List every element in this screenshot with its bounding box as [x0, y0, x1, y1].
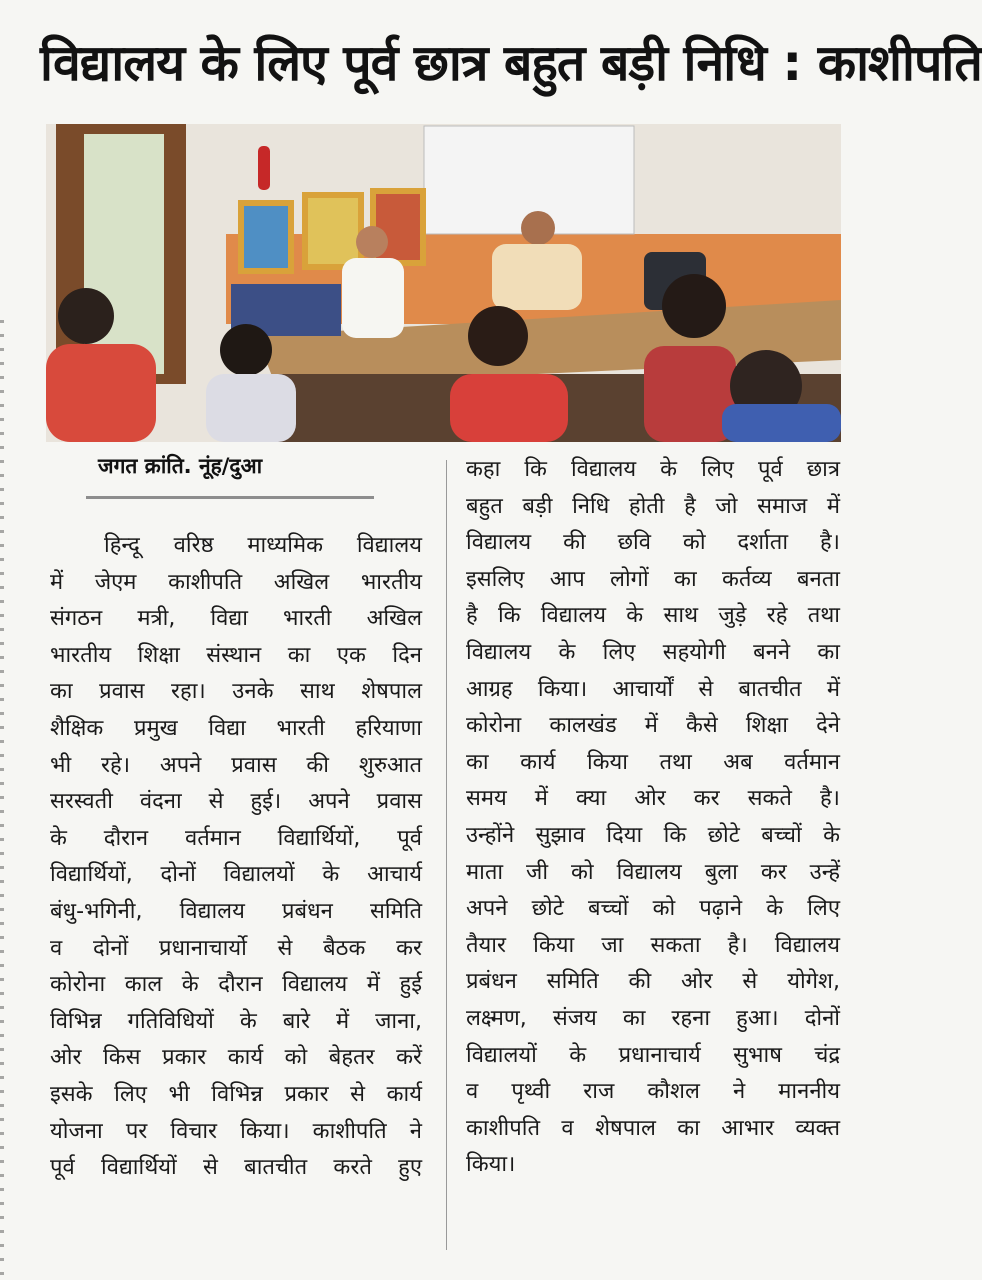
text-line: प्रबंधन समिति की ओर से योगेश,	[466, 969, 840, 995]
byline: जगत क्रांति. नूंह/दुआ	[98, 454, 263, 478]
text-line: विद्यार्थियों, दोनों विद्यालयों के आचार्य	[50, 862, 422, 888]
text-line: सरस्वती वंदना से हुई। अपने प्रवास	[50, 789, 422, 815]
article-column-right	[466, 452, 840, 1184]
text-line: तैयार किया जा सकता है। विद्यालय	[466, 932, 840, 958]
text-line: के दौरान वर्तमान विद्यार्थियों, पूर्व	[50, 825, 422, 851]
text-line: इसके लिए भी विभिन्न प्रकार से कार्य	[50, 1081, 422, 1107]
text-line: ओर किस प्रकार कार्य को बेहतर करें	[50, 1045, 422, 1071]
text-line: में जेएम काशीपति अखिल भारतीय	[50, 569, 422, 595]
news-photo	[46, 124, 841, 442]
text-line: बहुत बड़ी निधि होती है जो समाज में	[466, 493, 840, 519]
text-line: विद्यालयों के प्रधानाचार्य सुभाष चंद्र	[466, 1042, 840, 1068]
text-line: कहा कि विद्यालय के लिए पूर्व छात्र	[466, 457, 840, 482]
text-line: विद्यालय की छवि को दर्शाता है।	[466, 530, 840, 556]
headline: विद्यालय के लिए पूर्व छात्र बहुत बड़ी निधि : काशीपति	[40, 34, 982, 92]
text-line: भी रहे। अपने प्रवास की शुरुआत	[50, 752, 422, 778]
article-column-left	[50, 528, 422, 1187]
text-line: आग्रह किया। आचार्यों से बातचीत में	[466, 676, 840, 702]
text-line: व दोनों प्रधानाचार्यो से बैठक कर	[50, 935, 422, 961]
text-line: पूर्व विद्यार्थियों से बातचीत करते हुए	[50, 1155, 422, 1181]
text-line: भारतीय शिक्षा संस्थान का एक दिन	[50, 642, 422, 668]
text-line: माता जी को विद्यालय बुला कर उन्हें	[466, 859, 840, 885]
text-line: समय में क्या ओर कर सकते है।	[466, 786, 840, 812]
text-line: अपने छोटे बच्चों को पढ़ाने के लिए	[466, 896, 840, 922]
text-line: उन्होंने सुझाव दिया कि छोटे बच्चों के	[466, 822, 840, 848]
text-line: है कि विद्यालय के साथ जुड़े रहे तथा	[466, 603, 840, 629]
text-line: लक्ष्मण, संजय का रहना हुआ। दोनों	[466, 1005, 840, 1031]
column-divider	[446, 460, 447, 1250]
text-line: इसलिए आप लोगों का कर्तव्य बनता	[466, 566, 840, 592]
text-line: योजना पर विचार किया। काशीपति ने	[50, 1118, 422, 1144]
text-line: का प्रवास रहा। उनके साथ शेषपाल	[50, 679, 422, 705]
text-line: संगठन मत्री, विद्या भारती अखिल	[50, 606, 422, 632]
byline-rule	[86, 496, 374, 499]
text-line: विभिन्न गतिविधियों के बारे में जाना,	[50, 1008, 422, 1034]
text-line: विद्यालय के लिए सहयोगी बनने का	[466, 639, 840, 665]
text-line: का कार्य किया तथा अब वर्तमान	[466, 749, 840, 775]
text-line: कोरोना काल के दौरान विद्यालय में हुई	[50, 972, 422, 998]
text-line: काशीपति व शेषपाल का आभार व्यक्त	[466, 1115, 840, 1141]
text-line: हिन्दू वरिष्ठ माध्यमिक विद्यालय	[104, 533, 422, 558]
scan-edge	[0, 320, 4, 1280]
text-line: शैक्षिक प्रमुख विद्या भारती हरियाणा	[50, 715, 422, 741]
text-line: बंधु-भगिनी, विद्यालय प्रबंधन समिति	[50, 898, 422, 924]
text-line: व पृथ्वी राज कौशल ने माननीय	[466, 1079, 840, 1105]
text-line: कोरोना कालखंड में कैसे शिक्षा देने	[466, 713, 840, 739]
text-line: किया।	[466, 1152, 516, 1178]
